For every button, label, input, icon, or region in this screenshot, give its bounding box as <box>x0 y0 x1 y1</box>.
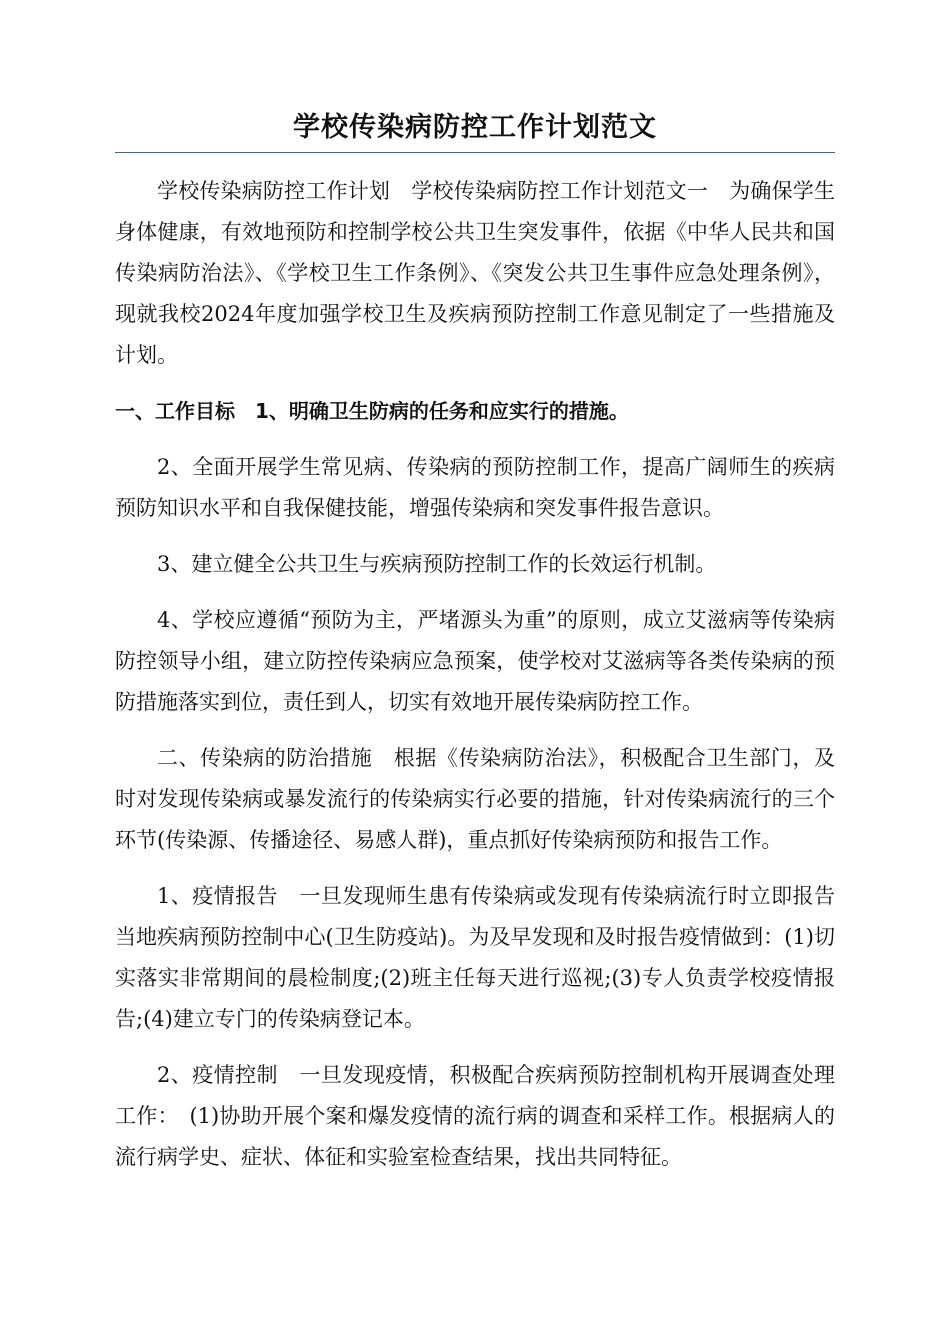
section-paragraph-measures: 二、传染病的防治措施 根据《传染病防治法》，积极配合卫生部门，及时对发现传染病或暴发流行的传染病实行必要的措施，针对传染病流行的三个环节(传染源、传播途径、易感人群)，重点抓好传染病预防和报告工作。 <box>115 746 835 852</box>
measure-paragraph-report: 1、疫情报告 一旦发现师生患有传染病或发现有传染病流行时立即报告当地疾病预防控制中心(卫生防疫站)。为及早发现和及时报告疫情做到：(1)切实落实非常期间的晨检制度;(2)班主任每天进行巡视;(3)专人负责学校疫情报告;(4)建立专门的传染病登记本。 <box>115 884 835 1031</box>
section-heading-goals: 一、工作目标 1、明确卫生防病的任务和应实行的措施。 <box>115 399 629 423</box>
goal-paragraph-3: 3、建立健全公共卫生与疾病预防控制工作的长效运行机制。 <box>157 552 717 576</box>
intro-paragraph: 学校传染病防控工作计划 学校传染病防控工作计划范文一 为确保学生身体健康，有效地预防和控制学校公共卫生突发事件，依据《中华人民共和国传染病防治法》、《学校卫生工作条例》、《突发公共卫生事件应急处理条例》，现就我校2024年度加强学校卫生及疾病预防控制工作意见制定了一些措施及计划。 <box>115 179 835 367</box>
measure-paragraph-control: 2、疫情控制 一旦发现疫情，积极配合疾病预防控制机构开展调查处理工作： (1)协助开展个案和爆发疫情的流行病的调查和采样工作。根据病人的流行病学史、症状、体征和实验室检查结果，找出共同特征。 <box>115 1063 835 1169</box>
document-title: 学校传染病防控工作计划范文 <box>115 108 835 153</box>
goal-paragraph-2: 2、全面开展学生常见病、传染病的预防控制工作，提高广阔师生的疾病预防知识水平和自我保健技能，增强传染病和突发事件报告意识。 <box>115 455 835 520</box>
document-page <box>115 108 835 1193</box>
goal-paragraph-4: 4、学校应遵循“预防为主，严堵源头为重”的原则，成立艾滋病等传染病防控领导小组，建立防控传染病应急预案，使学校对艾滋病等各类传染病的预防措施落实到位，责任到人，切实有效地开展传染病防控工作。 <box>115 608 835 714</box>
